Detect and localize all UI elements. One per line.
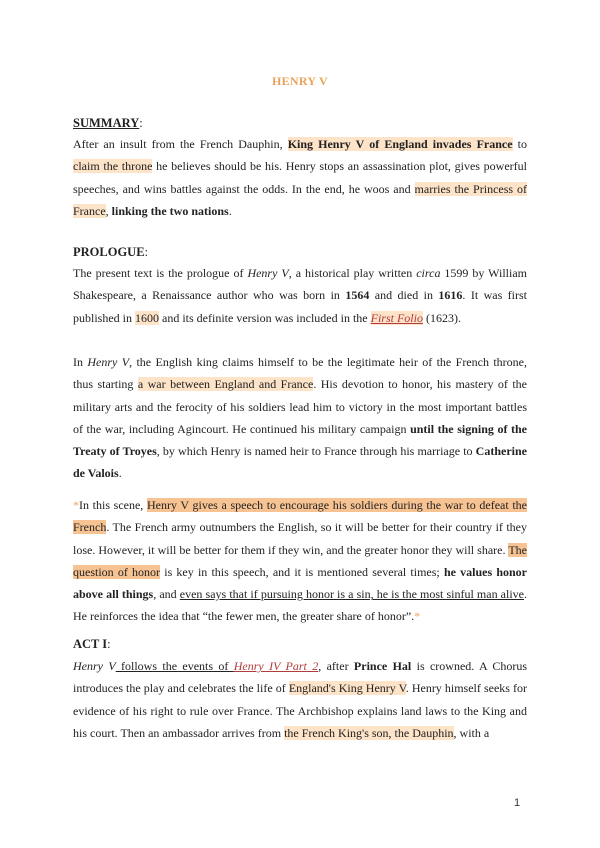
highlight-speech: Henry V gives a speech to encourage his soldiers during the war to defeat the French (73, 498, 527, 535)
highlight-dauphin: the French King's son, the Dauphin (284, 725, 454, 740)
highlight-claim-throne: claim the throne (73, 159, 153, 174)
document-title: HENRY V (271, 74, 329, 88)
highlight-war: a war between England and France (137, 377, 314, 392)
prologue-paragraph-3: *In this scene, Henry V gives a speech to encourage his soldiers during the war to defeat the French. The French army outnumbers the English, so it will be better for their country if they lose. However, it will be better for them if they win, and the greater honor they will share. The question of honor is key in this speech, and it is mentioned several times; he values honor above all things, and even says that if pursuing honor is a sin, he is the most sinful man alive. He reinforces the idea that “the fewer men, the greater share of honor”.* (73, 498, 528, 624)
prologue-paragraph-1: The present text is the prologue of Henry V, a historical play written circa 1599 by William Shakespeare, a Renaissance author who was born in 1564 and died in 1616. It was first published in 1600 and its definite version was included in the First Folio (1623). (73, 266, 528, 325)
page-number: 1 (514, 797, 521, 809)
prologue-paragraph-2: In Henry V, the English king claims himself to be the legitimate heir of the French throne, thus starting a war between England and France. His devotion to honor, his mastery of the military arts and the ferocity of his soldiers lead him to victory in the most important battles of the war, including Agincourt. He continued his military campaign until the signing of the Treaty of Troyes, by which Henry is named heir to France through his marriage to Catherine de Valois. (73, 355, 527, 481)
act1-paragraph: Henry V follows the events of Henry IV Part 2, after Prince Hal is crowned. A Chorus introduces the play and celebrates the life of England's King Henry V. Henry himself seeks for evidence of his right to rule over France. The Archbishop explains land laws to the King and his court. Then an ambassador arrives from the French King's son, the Dauphin, with a (73, 659, 528, 740)
highlight-invades-france: King Henry V of England invades France (287, 137, 513, 151)
highlight-marries-princess: marries the Princess of France (73, 181, 527, 218)
summary-heading: SUMMARY: (73, 116, 143, 130)
highlight-englands-king: England's King Henry V (288, 681, 406, 696)
henry-iv-part-2-link[interactable]: Henry IV Part 2 (233, 659, 319, 673)
prologue-heading: PROLOGUE: (73, 245, 149, 259)
asterisk-marker: * (414, 609, 421, 624)
highlight-question-of-honor: The question of honor (73, 542, 527, 579)
first-folio-link[interactable]: First Folio (370, 310, 423, 325)
act1-heading: ACT I: (73, 637, 111, 651)
summary-paragraph: After an insult from the French Dauphin, King Henry V of England invades France to claim the throne he believes should be his. Henry stops an assassination plot, gives powerful speeches, and wins battles against the odds. In the end, he woos and marries the Princess of France, linking the two nations. (73, 137, 528, 218)
asterisk-marker: * (73, 498, 79, 512)
highlight-1600: 1600 (135, 310, 159, 325)
